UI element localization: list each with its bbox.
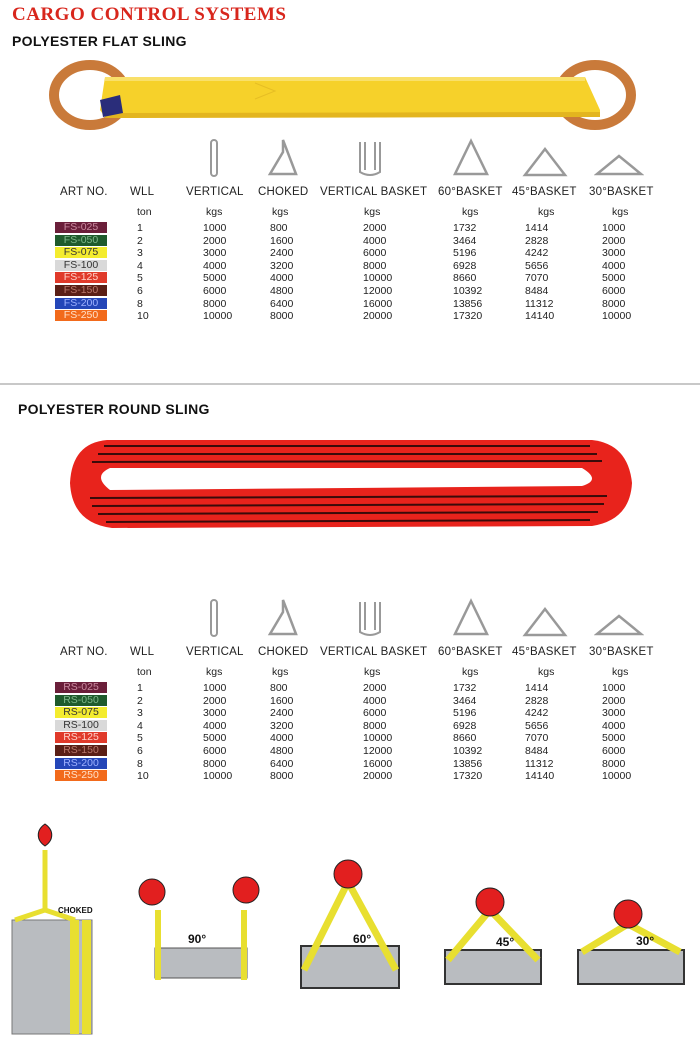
table-cell: 5: [137, 272, 143, 285]
table-cell: 6000: [363, 247, 387, 260]
table-cell: 5: [137, 732, 143, 745]
table-cell: 4000: [363, 234, 387, 247]
table-cell: 16000: [363, 757, 393, 770]
art-no-swatch: FS-025: [55, 222, 107, 233]
unit-kgs: kgs: [612, 206, 629, 218]
table-cell: 10000: [363, 272, 393, 285]
table-cell: 5000: [602, 272, 626, 285]
header-45-basket: 45°BASKET: [512, 186, 577, 198]
hitch-diagram-art: [0, 820, 700, 1054]
table-cell: 2828: [525, 234, 549, 247]
table-cell: 8: [137, 297, 143, 310]
unit-kgs: kgs: [206, 206, 223, 218]
table-cell: 1600: [270, 234, 294, 247]
table-cell: 8000: [203, 297, 227, 310]
table-cell: 5656: [525, 259, 549, 272]
table-cell: 20000: [363, 310, 393, 323]
table-cell: 10392: [453, 285, 483, 297]
table-cell: 800: [270, 222, 288, 234]
table-cell: 8484: [525, 745, 549, 757]
table-cell: 10392: [453, 745, 483, 757]
table-cell: 1000: [203, 682, 227, 694]
table-cell: 4000: [602, 259, 626, 272]
header-45-basket: 45°BASKET: [512, 646, 577, 658]
table-cell: 5656: [525, 719, 549, 732]
header-60-basket: 60°BASKET: [438, 646, 503, 658]
table-cell: 3464: [453, 234, 477, 247]
round-sling-heading: POLYESTER ROUND SLING: [18, 401, 210, 417]
basket-45-icon: [522, 606, 568, 638]
table-cell: 13856: [453, 757, 483, 770]
header-60-basket: 60°BASKET: [438, 186, 503, 198]
table-cell: 6: [137, 745, 143, 757]
unit-kgs: kgs: [538, 666, 555, 678]
unit-ton: ton: [137, 666, 152, 678]
basket-30-icon: [594, 613, 644, 637]
table-cell: 14140: [525, 770, 555, 783]
table-cell: 6400: [270, 297, 294, 310]
table-cell: 8000: [602, 297, 626, 310]
table-cell: 10000: [203, 310, 233, 323]
art-no-swatch: RS-025: [55, 682, 107, 693]
table-cell: 8660: [453, 732, 477, 745]
table-cell: 8000: [270, 310, 294, 323]
header-vertical: VERTICAL: [186, 186, 244, 198]
table-cell: 2400: [270, 247, 294, 260]
choked-hitch-icon: [266, 598, 300, 638]
header-30-basket: 30°BASKET: [589, 186, 654, 198]
art-no-swatch: FS-125: [55, 272, 107, 283]
art-no-swatch: RS-100: [55, 720, 107, 731]
table-cell: 3: [137, 247, 143, 260]
flat-sling-heading: POLYESTER FLAT SLING: [12, 33, 187, 49]
vertical-basket-icon: [356, 138, 384, 178]
header-art-no: ART NO.: [60, 646, 108, 658]
table-cell: 2000: [602, 694, 626, 707]
table-cell: 12000: [363, 285, 393, 297]
table-cell: 4000: [602, 719, 626, 732]
table-cell: 2: [137, 234, 143, 247]
table-cell: 3000: [602, 247, 626, 260]
art-no-swatch: FS-075: [55, 247, 107, 258]
table-cell: 12000: [363, 745, 393, 757]
table-cell: 7070: [525, 272, 549, 285]
table-cell: 4: [137, 719, 143, 732]
header-vertical: VERTICAL: [186, 646, 244, 658]
choked-hitch-icon: [266, 138, 300, 178]
table-cell: 1: [137, 222, 143, 234]
vertical-hitch-icon: [208, 598, 220, 638]
angle-60-label: 60°: [353, 932, 372, 946]
table-cell: 8: [137, 757, 143, 770]
table-cell: 2828: [525, 694, 549, 707]
art-no-swatch: FS-050: [55, 235, 107, 246]
table-cell: 4800: [270, 745, 294, 757]
table-cell: 2000: [203, 694, 227, 707]
table-cell: 4000: [203, 259, 227, 272]
table-cell: 11312: [525, 297, 554, 310]
table-cell: 16000: [363, 297, 393, 310]
art-no-swatch: RS-075: [55, 707, 107, 718]
art-no-swatch: RS-125: [55, 732, 107, 743]
table-cell: 8484: [525, 285, 549, 297]
table-cell: 4000: [270, 732, 294, 745]
unit-kgs: kgs: [538, 206, 555, 218]
table-cell: 3000: [203, 247, 227, 260]
table-cell: 6400: [270, 757, 294, 770]
table-cell: 1414: [525, 682, 549, 694]
unit-kgs: kgs: [272, 206, 289, 218]
art-no-swatch: FS-100: [55, 260, 107, 271]
unit-kgs: kgs: [364, 666, 381, 678]
table-cell: 10000: [602, 770, 632, 783]
table-cell: 2000: [363, 682, 387, 694]
header-choked: CHOKED: [258, 646, 309, 658]
section-divider: [0, 383, 700, 385]
table-cell: 5000: [602, 732, 626, 745]
table-cell: 17320: [453, 770, 483, 783]
table-cell: 6000: [203, 745, 227, 757]
table-cell: 8000: [203, 757, 227, 770]
table-cell: 1414: [525, 222, 549, 234]
table-cell: 1000: [602, 222, 626, 234]
vertical-hitch-icon: [208, 138, 220, 178]
table-cell: 8000: [363, 259, 387, 272]
table-cell: 10: [137, 770, 149, 783]
basket-60-icon: [452, 138, 490, 178]
art-no-swatch: FS-200: [55, 298, 107, 309]
angle-30-label: 30°: [636, 934, 655, 948]
hitch-diagrams: [0, 820, 700, 1054]
table-cell: 3464: [453, 694, 477, 707]
table-cell: 6928: [453, 259, 477, 272]
angle-45-label: 45°: [496, 935, 515, 949]
table-cell: 14140: [525, 310, 555, 323]
table-cell: 17320: [453, 310, 483, 323]
choked-label: CHOKED: [58, 906, 93, 915]
unit-kgs: kgs: [462, 206, 479, 218]
art-no-swatch: RS-150: [55, 745, 107, 756]
table-cell: 5000: [203, 732, 227, 745]
table-cell: 800: [270, 682, 288, 694]
table-cell: 6000: [363, 707, 387, 720]
table-cell: 10000: [602, 310, 632, 323]
table-cell: 8660: [453, 272, 477, 285]
unit-kgs: kgs: [206, 666, 223, 678]
table-cell: 6000: [602, 745, 626, 757]
table-cell: 4800: [270, 285, 294, 297]
table-cell: 4: [137, 259, 143, 272]
table-cell: 1732: [453, 682, 477, 694]
angle-90-label: 90°: [188, 932, 207, 946]
table-cell: 3: [137, 707, 143, 720]
art-no-swatch: FS-150: [55, 285, 107, 296]
flat-spec-table: [0, 138, 700, 338]
unit-kgs: kgs: [272, 666, 289, 678]
table-cell: 6000: [203, 285, 227, 297]
table-cell: 3200: [270, 719, 294, 732]
table-cell: 5196: [453, 707, 477, 720]
round-sling-photo: [62, 428, 642, 538]
art-no-swatch: FS-250: [55, 310, 107, 321]
table-cell: 10000: [363, 732, 393, 745]
table-cell: 8000: [270, 770, 294, 783]
vertical-basket-icon: [356, 598, 384, 638]
table-cell: 1600: [270, 694, 294, 707]
table-cell: 1000: [203, 222, 227, 234]
header-art-no: ART NO.: [60, 186, 108, 198]
table-cell: 2000: [363, 222, 387, 234]
table-cell: 2000: [203, 234, 227, 247]
table-cell: 10: [137, 310, 149, 323]
table-cell: 1000: [602, 682, 626, 694]
table-cell: 5000: [203, 272, 227, 285]
table-cell: 13856: [453, 297, 483, 310]
table-cell: 1732: [453, 222, 477, 234]
table-cell: 2000: [602, 234, 626, 247]
header-vertical-basket: VERTICAL BASKET: [320, 186, 428, 198]
table-cell: 3000: [602, 707, 626, 720]
basket-30-icon: [594, 153, 644, 177]
header-wll: WLL: [130, 646, 155, 658]
header-vertical-basket: VERTICAL BASKET: [320, 646, 428, 658]
basket-60-icon: [452, 598, 490, 638]
table-cell: 5196: [453, 247, 477, 260]
art-no-swatch: RS-050: [55, 695, 107, 706]
table-cell: 6: [137, 285, 143, 297]
header-30-basket: 30°BASKET: [589, 646, 654, 658]
flat-sling-photo: [45, 55, 645, 135]
table-cell: 1: [137, 682, 143, 694]
table-cell: 7070: [525, 732, 549, 745]
table-cell: 8000: [363, 719, 387, 732]
unit-kgs: kgs: [364, 206, 381, 218]
table-cell: 10000: [203, 770, 233, 783]
round-spec-table: [0, 598, 700, 798]
table-cell: 20000: [363, 770, 393, 783]
table-cell: 3200: [270, 259, 294, 272]
unit-kgs: kgs: [462, 666, 479, 678]
table-cell: 8000: [602, 757, 626, 770]
header-wll: WLL: [130, 186, 155, 198]
table-cell: 4000: [203, 719, 227, 732]
table-cell: 2400: [270, 707, 294, 720]
table-cell: 4000: [270, 272, 294, 285]
art-no-swatch: RS-200: [55, 758, 107, 769]
table-cell: 3000: [203, 707, 227, 720]
art-no-swatch: RS-250: [55, 770, 107, 781]
header-choked: CHOKED: [258, 186, 309, 198]
basket-45-icon: [522, 146, 568, 178]
table-cell: 6000: [602, 285, 626, 297]
table-cell: 6928: [453, 719, 477, 732]
table-cell: 11312: [525, 757, 554, 770]
table-cell: 4242: [525, 247, 549, 260]
unit-kgs: kgs: [612, 666, 629, 678]
table-cell: 4242: [525, 707, 549, 720]
unit-ton: ton: [137, 206, 152, 218]
brand-title: CARGO CONTROL SYSTEMS: [12, 4, 287, 25]
table-cell: 4000: [363, 694, 387, 707]
table-cell: 2: [137, 694, 143, 707]
